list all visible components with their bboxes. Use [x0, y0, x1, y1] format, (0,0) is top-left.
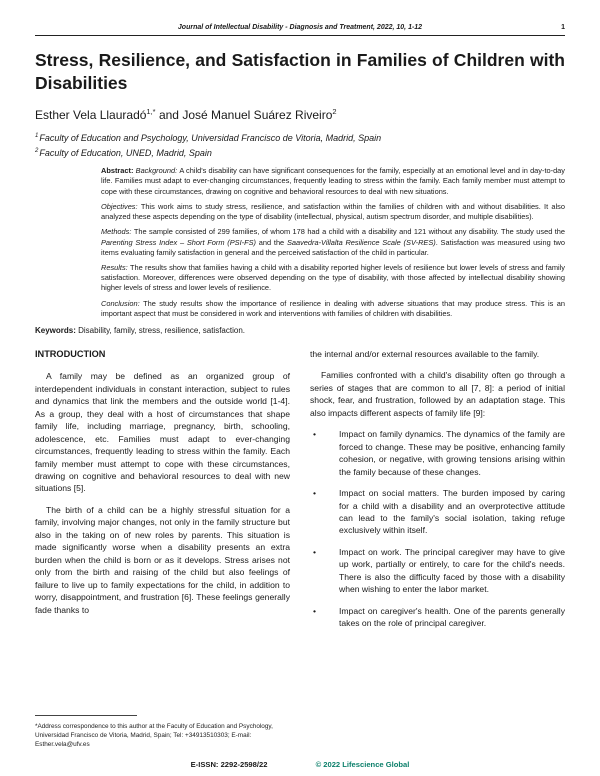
abstract-objectives-paragraph	[101, 202, 565, 222]
introduction-heading: INTRODUCTION	[35, 349, 106, 360]
body-paragraph: The birth of a child can be a highly stressful situation for a family, involving major changes, not only in the family structure but also in the taking on of new roles by parents. This situation is made significantly worse when a disability presents an extra burden when the child is born or as it develops. Stress arises not only from the birth and raising of the child but also feelings of failure to live up to family expectations for the child, in addition to worry, disappointment, and frustration [6]. These feelings generally fade thanks to	[35, 504, 290, 615]
body-columns	[35, 348, 565, 639]
page-footer	[0, 760, 600, 769]
bullet-icon: •	[313, 605, 317, 616]
page-number: 1	[561, 24, 565, 31]
results-text: The results show that families having a child with a disability reported higher levels of resilience but lower levels of stress and family satisfaction. Moreover, differences were observed depending on the type of disability, with those affected by intellectual disability showing higher levels of stress and lower levels of resilience.	[101, 262, 565, 293]
list-item	[310, 428, 565, 478]
bullet-icon: •	[313, 546, 317, 557]
right-column	[310, 348, 565, 639]
list-item	[310, 546, 565, 596]
copyright-text: © 2022 Lifescience Global	[315, 760, 410, 769]
author-2: José Manuel Suárez Riveiro	[182, 108, 333, 123]
list-item	[310, 487, 565, 537]
left-column	[35, 348, 290, 639]
footnote-rule	[35, 715, 137, 716]
list-item	[310, 605, 565, 630]
authors-line	[35, 108, 565, 122]
footnote-text	[35, 723, 297, 750]
body-paragraph: Families confronted with a child's disability often go through a series of stages that are common to all [7, 8]: a period of initial shock, fear, and frustration, followed by an adaptation stage. This also impacts different aspects of family life [9]:	[310, 370, 565, 418]
issn-text: E-ISSN: 2292-2598/22	[190, 760, 268, 769]
conclusion-label: Conclusion:	[101, 298, 144, 308]
methods-text-2: and the	[256, 237, 287, 247]
results-label: Results:	[101, 262, 130, 272]
bullet-text: Impact on family dynamics. The dynamics of the family are forced to change. These may be positive, enhancing family cohesion, or negative, with growing tensions arising within the family because of these changes.	[339, 429, 565, 477]
bullet-icon: •	[313, 488, 317, 499]
author-1-superscript: 1,*	[146, 107, 156, 117]
abstract-block	[101, 166, 565, 319]
affiliation-2	[35, 148, 565, 158]
background-label: Background:	[135, 166, 180, 176]
affiliation-2-text: Faculty of Education, UNED, Madrid, Spain	[39, 148, 212, 159]
methods-text-3: . Satisfaction was measured using two items evaluating family satisfaction in general and the perceived satisfaction of the child in particular.	[101, 237, 566, 257]
email-link[interactable]: Esther.vela@ufv.es	[35, 740, 90, 748]
journal-header	[35, 24, 565, 36]
journal-title: Journal of Intellectual Disability - Diagnosis and Treatment, 2022, 10, 1-12	[177, 24, 423, 31]
paper-title: Stress, Resilience, and Satisfaction in Families of Children with Disabilities	[35, 50, 565, 94]
author-2-superscript: 2	[332, 107, 337, 117]
affiliation-2-superscript: 2	[35, 148, 39, 155]
bullet-text: Impact on caregiver's health. One of the parents generally takes on the role of principal caregiver.	[339, 605, 565, 629]
keywords-label: Keywords:	[35, 326, 79, 336]
background-text: A child's disability can have significant consequences for the family, especially at an emotional level and in day-to-day life. Families must adapt to ever-changing circumstances, frequently leading to stress within the family. Each family member must attempt to cope with these circumstances, drawing on cognitive and behavioral resources to deal with new situations.	[101, 166, 565, 196]
bullet-text: Impact on social matters. The burden imposed by caring for a child with a disability and an overprotective attitude can lead to the family's social isolation, taking refuge exclusively within itself.	[339, 488, 565, 536]
methods-text-1: The sample consisted of 299 families, of whom 178 had a child with a disability and 121 without any disability. The study used the	[133, 227, 566, 237]
abstract-results-paragraph	[101, 263, 565, 294]
abstract-conclusion-paragraph	[101, 299, 565, 319]
authors-connector: and	[155, 108, 183, 123]
conclusion-text: The study results show the importance of resilience in dealing with adverse situations that may produce stress. This is an important aspect that must be considered in work and interventions with families of children with disabilities.	[101, 298, 566, 318]
body-paragraph: the internal and/or external resources available to the family.	[310, 349, 540, 360]
footnote-address: *Address correspondence to this author at the Faculty of Education and Psychology, Universidad Francisco de Vitoria, Madrid, Spain; Tel: +34913510303; E-mail:	[35, 722, 273, 739]
abstract-label: Abstract:	[101, 166, 136, 176]
affiliation-1	[35, 133, 565, 143]
methods-instrument-1: Parenting Stress Index – Short Form (PSI-FS)	[101, 237, 257, 247]
correspondence-footnote	[35, 715, 297, 756]
methods-instrument-2: Saavedra-Villalta Resilience Scale (SV-RES)	[286, 237, 436, 247]
objectives-text: This work aims to study stress, resilience, and satisfaction within the families of children with and without disabilities. It also analyzed these aspects depending on the type of disability (intellectual, physical, autism spectrum disorder, and multiple disabilities).	[101, 201, 565, 222]
methods-label: Methods:	[101, 227, 134, 237]
body-paragraph: A family may be defined as an organized group of interdependent individuals in constant interaction, subject to rules and dynamics that link the members and the outside world [1-4]. As a group, they deal with a host of circumstances that shape family life, including marriage, pregnancy, birth, schooling, adolescence, etc. Families must adapt to ever-changing circumstances, frequently leading to stress within the family. Each family member must attempt to cope with these circumstances, drawing on cognitive and behavioral resources to deal with new situations [5].	[35, 371, 290, 494]
objectives-label: Objectives:	[101, 201, 141, 211]
keywords-text: Disability, family, stress, resilience, satisfaction.	[78, 326, 245, 336]
bullet-text: Impact on work. The principal caregiver may have to give up work, partially or entirely, to care for the child's needs. There is also the difficulty faced by those with a disability when wishing to enter the labor market.	[339, 546, 565, 595]
abstract-background-paragraph	[101, 166, 565, 197]
keywords-line	[35, 326, 565, 335]
affiliations	[35, 133, 565, 158]
abstract-methods-paragraph	[101, 227, 565, 258]
bullet-icon: •	[313, 429, 317, 440]
affiliation-1-text: Faculty of Education and Psychology, Universidad Francisco de Vitoria, Madrid, Spain	[39, 133, 382, 144]
author-1: Esther Vela Llauradó	[35, 108, 147, 123]
affiliation-1-superscript: 1	[35, 133, 39, 140]
